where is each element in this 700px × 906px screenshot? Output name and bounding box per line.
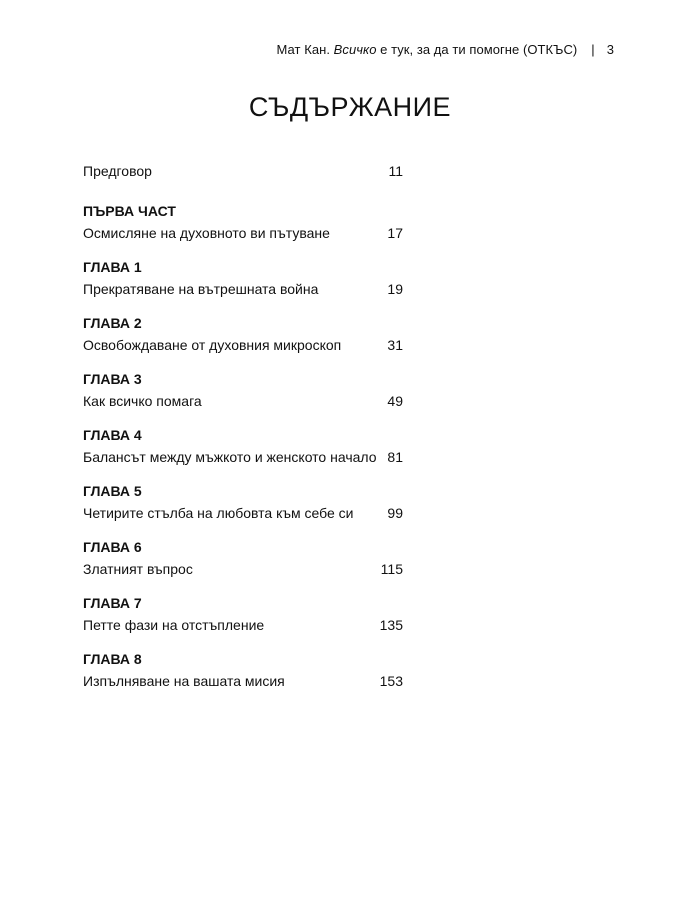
toc-entry-title: Прекратяване на вътрешната война [83, 281, 319, 297]
toc-entry-page: 115 [380, 561, 403, 577]
toc-chapter-entry [83, 280, 413, 298]
toc-entry-title: Предговор [83, 163, 152, 179]
header-subtitle: е тук, за да ти помогне (ОТКЪС) [376, 42, 578, 57]
toc-entry-page: 135 [379, 617, 403, 633]
table-of-contents [83, 162, 413, 706]
toc-chapter-label: ГЛАВА 3 [83, 371, 142, 387]
toc-chapter-label: ГЛАВА 8 [83, 651, 142, 667]
toc-chapter-entry [83, 616, 413, 634]
toc-chapter-entry [83, 448, 413, 466]
toc-chapter-label: ГЛАВА 4 [83, 427, 142, 443]
toc-entry-title: Изпълняване на вашата мисия [83, 673, 285, 689]
toc-chapter-label: ГЛАВА 6 [83, 539, 142, 555]
toc-entry-title: Петте фази на отстъпление [83, 617, 265, 633]
toc-entry-page: 49 [387, 393, 403, 409]
header-author: Мат Кан. [276, 42, 334, 57]
toc-entry-title: Освобождаване от духовния микроскоп [83, 337, 342, 353]
header-separator: | [591, 42, 595, 57]
toc-entry-title: Осмисляне на духовното ви пътуване [83, 225, 330, 241]
toc-entry-page: 99 [387, 505, 403, 521]
page-title: СЪДЪРЖАНИЕ [248, 92, 452, 122]
running-header [277, 42, 614, 57]
toc-entry-title: Четирите стълба на любовта към себе си [83, 505, 354, 521]
toc-chapter-entry [83, 504, 413, 522]
header-page-number: 3 [606, 42, 614, 57]
toc-entry-page: 81 [387, 449, 403, 465]
toc-chapter-entry [83, 392, 413, 410]
toc-entry-title: Златният въпрос [83, 561, 193, 577]
toc-entry-page: 31 [387, 337, 403, 353]
header-book-title: Всичко [333, 42, 377, 57]
toc-chapter-label: ГЛАВА 1 [83, 259, 142, 275]
toc-entry-page: 153 [379, 673, 403, 689]
toc-chapter-entry [83, 560, 413, 578]
toc-entry-preface [83, 162, 413, 180]
toc-chapter-entry [83, 672, 413, 690]
toc-chapter-label: ГЛАВА 7 [83, 595, 142, 611]
toc-entry-page: 19 [387, 281, 403, 297]
toc-part-label: ПЪРВА ЧАСТ [83, 203, 176, 219]
toc-chapter-entry [83, 336, 413, 354]
toc-entry-page: 17 [387, 225, 403, 241]
toc-chapter-label: ГЛАВА 2 [83, 315, 142, 331]
toc-entry-page: 11 [388, 163, 403, 179]
toc-chapter-label: ГЛАВА 5 [83, 483, 142, 499]
toc-entry-title: Балансът между мъжкото и женското начало [83, 449, 377, 465]
toc-entry-title: Как всичко помага [83, 393, 202, 409]
toc-entry-part-one [83, 224, 413, 242]
